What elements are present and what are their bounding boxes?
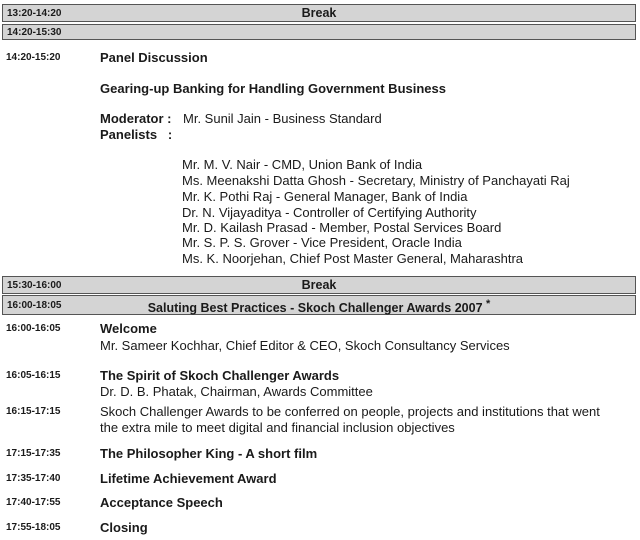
session-title: Acceptance Speech (100, 495, 223, 510)
panelist: Mr. K. Pothi Raj - General Manager, Bank of India (182, 189, 468, 204)
session-time: 14:20-15:20 (6, 52, 61, 63)
bar-time: 15:30-16:00 (7, 280, 62, 291)
panelist: Mr. D. Kailash Prasad - Member, Postal Services Board (182, 220, 502, 235)
session-title: The Philosopher King - A short film (100, 446, 318, 461)
panel-topic: Gearing-up Banking for Handling Government Business (100, 81, 446, 96)
panelists-label: Panelists : (100, 127, 173, 142)
panelist: Mr. S. P. S. Grover - Vice President, Oracle India (182, 235, 462, 250)
session-bar (2, 24, 636, 40)
session-title: Closing (100, 520, 148, 535)
session-time: 17:55-18:05 (6, 522, 61, 533)
panelist: Mr. M. V. Nair - CMD, Union Bank of India (182, 157, 423, 172)
bar-time: 13:20-14:20 (7, 8, 62, 19)
session-detail: the extra mile to meet digital and financial inclusion objectives (100, 420, 455, 435)
bar-title-wrap (3, 298, 635, 315)
panelist: Dr. N. Vijayaditya - Controller of Certifying Authority (182, 205, 477, 220)
session-time: 17:35-17:40 (6, 473, 61, 484)
session-title: Lifetime Achievement Award (100, 471, 277, 486)
break-bar (2, 4, 636, 22)
panelist: Ms. K. Noorjehan, Chief Post Master General, Maharashtra (182, 251, 524, 266)
session-detail: Dr. D. B. Phatak, Chairman, Awards Committee (100, 384, 373, 399)
session-time: 17:40-17:55 (6, 497, 61, 508)
asterisk-mark: * (486, 298, 491, 310)
session-title: The Spirit of Skoch Challenger Awards (100, 368, 340, 383)
panelist: Ms. Meenakshi Datta Ghosh - Secretary, Ministry of Panchayati Raj (182, 173, 570, 188)
session-title: Welcome (100, 321, 157, 336)
bar-title: Saluting Best Practices - Skoch Challenger Awards 2007 (147, 301, 483, 316)
bar-time: 14:20-15:30 (7, 27, 62, 38)
bar-time: 16:00-18:05 (7, 300, 62, 311)
session-detail: Skoch Challenger Awards to be conferred on people, projects and institutions that went (100, 404, 600, 419)
session-time: 17:15-17:35 (6, 448, 61, 459)
moderator-label: Moderator : (100, 111, 172, 126)
session-time: 16:15-17:15 (6, 406, 61, 417)
session-time: 16:00-16:05 (6, 323, 61, 334)
session-detail: Mr. Sameer Kochhar, Chief Editor & CEO, Skoch Consultancy Services (100, 338, 510, 353)
awards-bar (2, 295, 636, 315)
bar-title: Break (301, 6, 337, 20)
break-bar (2, 276, 636, 294)
moderator-name: Mr. Sunil Jain - Business Standard (183, 111, 382, 126)
session-title: Panel Discussion (100, 50, 208, 65)
bar-title: Break (301, 278, 337, 292)
session-time: 16:05-16:15 (6, 370, 61, 381)
